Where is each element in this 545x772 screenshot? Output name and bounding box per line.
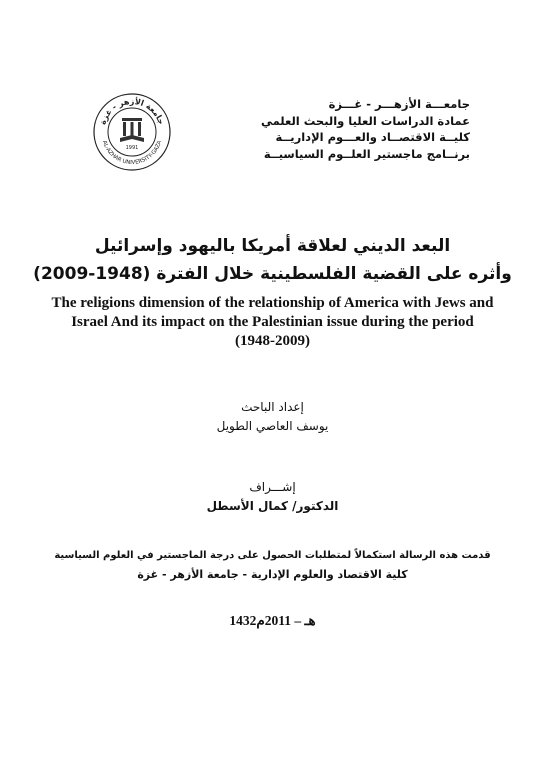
researcher-name: يوسف العاصي الطويل (216, 419, 329, 433)
institution-header (210, 96, 470, 162)
title-arabic-line1: البعد الديني لعلاقة أمريكا باليهود وإسرائيل (94, 236, 451, 256)
title-arabic-line2: وأثره على القضية الفلسطينية خلال الفترة (1948-2009) (33, 264, 512, 284)
seal-year: 1991 (125, 145, 139, 151)
svg-text:AL-AZHAR UNIVERSITY-GAZA (101, 140, 163, 166)
seal-graphic (92, 92, 172, 172)
deanship-name: عمادة الدراسات العليا والبحث العلمي (260, 113, 470, 128)
svg-text:جامعة الأزهر - غزة (98, 96, 166, 126)
supervisor-name: الدكتور/ كمال الأسطل (206, 499, 339, 513)
supervisor-label: إشـــراف (249, 480, 296, 494)
university-seal-logo (92, 92, 172, 172)
faculty-name: كليــة الاقتصــاد والعـــوم الإداريــة (275, 130, 470, 144)
submission-faculty: كلية الاقتصاد والعلوم الإدارية - جامعة الأزهر - غزة (137, 568, 408, 581)
title-english: The religions dimension of the relationship of America with Jews and Israel And its impact on the Palestinian issue during the period (1948-2009) (51, 295, 494, 349)
researcher-label: إعداد الباحث (241, 400, 304, 414)
submission-statement: قدمت هذه الرسالة استكمالاً لمتطلبات الحصول على درجة الماجستير في العلوم السياسية (54, 550, 491, 561)
university-name: جامعـــة الأزهـــر - غـــزة (328, 97, 470, 111)
program-name: برنــامج ماجستير العلــوم السياسيــة (263, 146, 470, 161)
thesis-date: 1432هـ – 2011م (229, 613, 316, 628)
seal-arabic-text: جامعة الأزهر - غزة (98, 96, 166, 126)
seal-english-text: AL-AZHAR UNIVERSITY-GAZA (100, 140, 164, 167)
